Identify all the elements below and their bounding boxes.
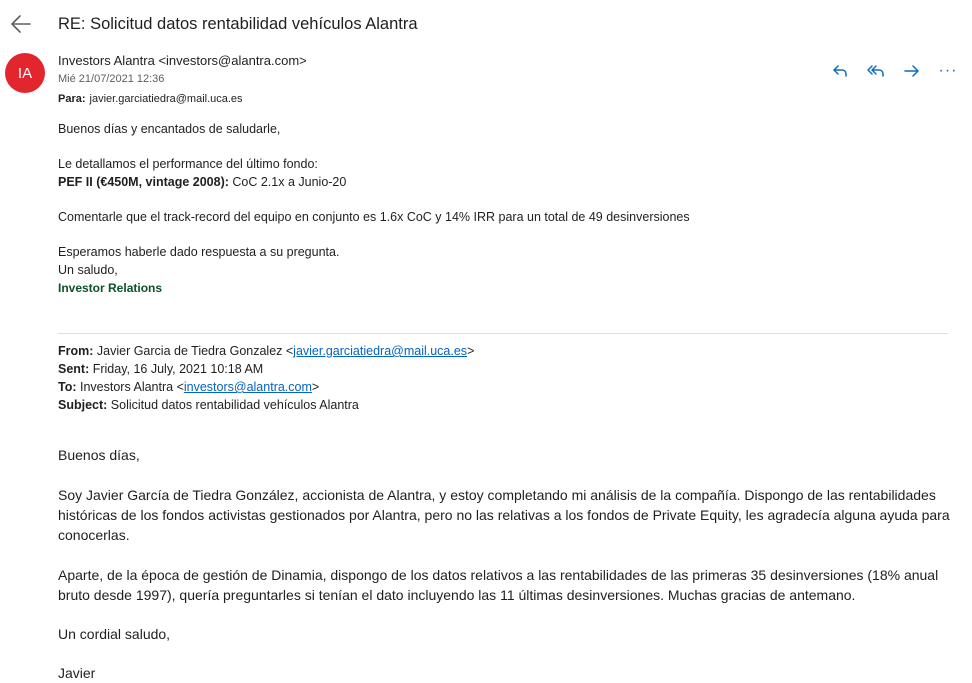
track-record: Comentarle que el track-record del equipo en conjunto es 1.6x CoC y 14% IRR para un total de 49 desinversiones xyxy=(58,210,690,224)
orig-name: Javier xyxy=(58,665,96,681)
sender[interactable]: Investors Alantra <investors@alantra.com> xyxy=(58,53,307,68)
fwd-from xyxy=(58,342,474,360)
fwd-subject xyxy=(58,396,474,414)
fwd-from-close: > xyxy=(467,344,475,358)
reply-closing-1: Esperamos haberle dado respuesta a su pregunta. xyxy=(58,245,340,259)
fwd-sent-value: Friday, 16 July, 2021 10:18 AM xyxy=(89,362,264,376)
fund-performance xyxy=(58,173,958,191)
reply-icon xyxy=(831,62,849,80)
back-button[interactable] xyxy=(8,10,36,38)
forward-button[interactable] xyxy=(898,60,926,82)
fwd-to-close: > xyxy=(311,380,320,394)
more-icon: ··· xyxy=(938,62,958,79)
reply-all-icon xyxy=(866,62,886,80)
reply-button[interactable] xyxy=(826,60,854,82)
sent-date: Mié 21/07/2021 12:36 xyxy=(58,73,165,85)
signature: Investor Relations xyxy=(58,281,163,295)
orig-paragraph-1: Soy Javier García de Tiedra González, accionista de Alantra, y estoy completando mi análisis de la compañía. Dispongo de las rentabilidades históricas de los fondos activistas gestionados por Alantra, pero no las relativas a los fondos de Private Equity, les agradecía alguna ayuda para conocerlas. xyxy=(58,487,950,543)
original-message xyxy=(58,445,958,683)
orig-greeting: Buenos días, xyxy=(58,447,140,463)
email-subject: RE: Solicitud datos rentabilidad vehículos Alantra xyxy=(58,15,418,33)
orig-closing: Un cordial saludo, xyxy=(58,626,171,642)
forward-icon xyxy=(903,62,921,80)
avatar: IA xyxy=(5,53,45,93)
fwd-to-email-link[interactable]: investors@alantra.com xyxy=(183,380,312,394)
to-label: Para: xyxy=(58,93,86,105)
fwd-from-email-link[interactable]: javier.garciatiedra@mail.uca.es xyxy=(293,344,468,358)
fwd-to-label: To: xyxy=(58,380,77,394)
fwd-subject-label: Subject: xyxy=(58,398,108,412)
forwarded-header xyxy=(58,342,474,414)
fwd-to-name: Investors Alantra < xyxy=(76,380,184,394)
arrow-left-icon xyxy=(8,10,36,38)
recipient-line xyxy=(58,93,243,105)
fwd-subject-value: Solicitud datos rentabilidad vehículos Alantra xyxy=(107,398,359,412)
fund-detail: CoC 2.1x a Junio-20 xyxy=(228,175,347,189)
message-actions xyxy=(826,60,962,82)
fwd-from-name: Javier Garcia de Tiedra Gonzalez < xyxy=(93,344,294,358)
fund-name: PEF II (€450M, vintage 2008): xyxy=(58,175,229,189)
reply-closing-2: Un saludo, xyxy=(58,263,118,277)
reply-all-button[interactable] xyxy=(862,60,890,82)
reply-greeting: Buenos días y encantados de saludarle, xyxy=(58,122,281,136)
fwd-sent-label: Sent: xyxy=(58,362,90,376)
divider xyxy=(58,333,948,334)
fwd-from-label: From: xyxy=(58,344,94,358)
reply-intro: Le detallamos el performance del último fondo: xyxy=(58,157,318,171)
more-button[interactable] xyxy=(934,60,962,82)
orig-paragraph-2: Aparte, de la época de gestión de Dinamia, dispongo de los datos relativos a las rentabilidades de las primeras 35 desinversiones (18% anual bruto desde 1997), quería preguntarles si tenían el dato incluyendo las 11 últimas desinversiones. Muchas gracias de antemano. xyxy=(58,567,939,603)
fwd-to xyxy=(58,378,474,396)
fwd-sent xyxy=(58,360,474,378)
reply-body xyxy=(58,120,958,297)
to-recipient[interactable]: javier.garciatiedra@mail.uca.es xyxy=(89,93,243,105)
